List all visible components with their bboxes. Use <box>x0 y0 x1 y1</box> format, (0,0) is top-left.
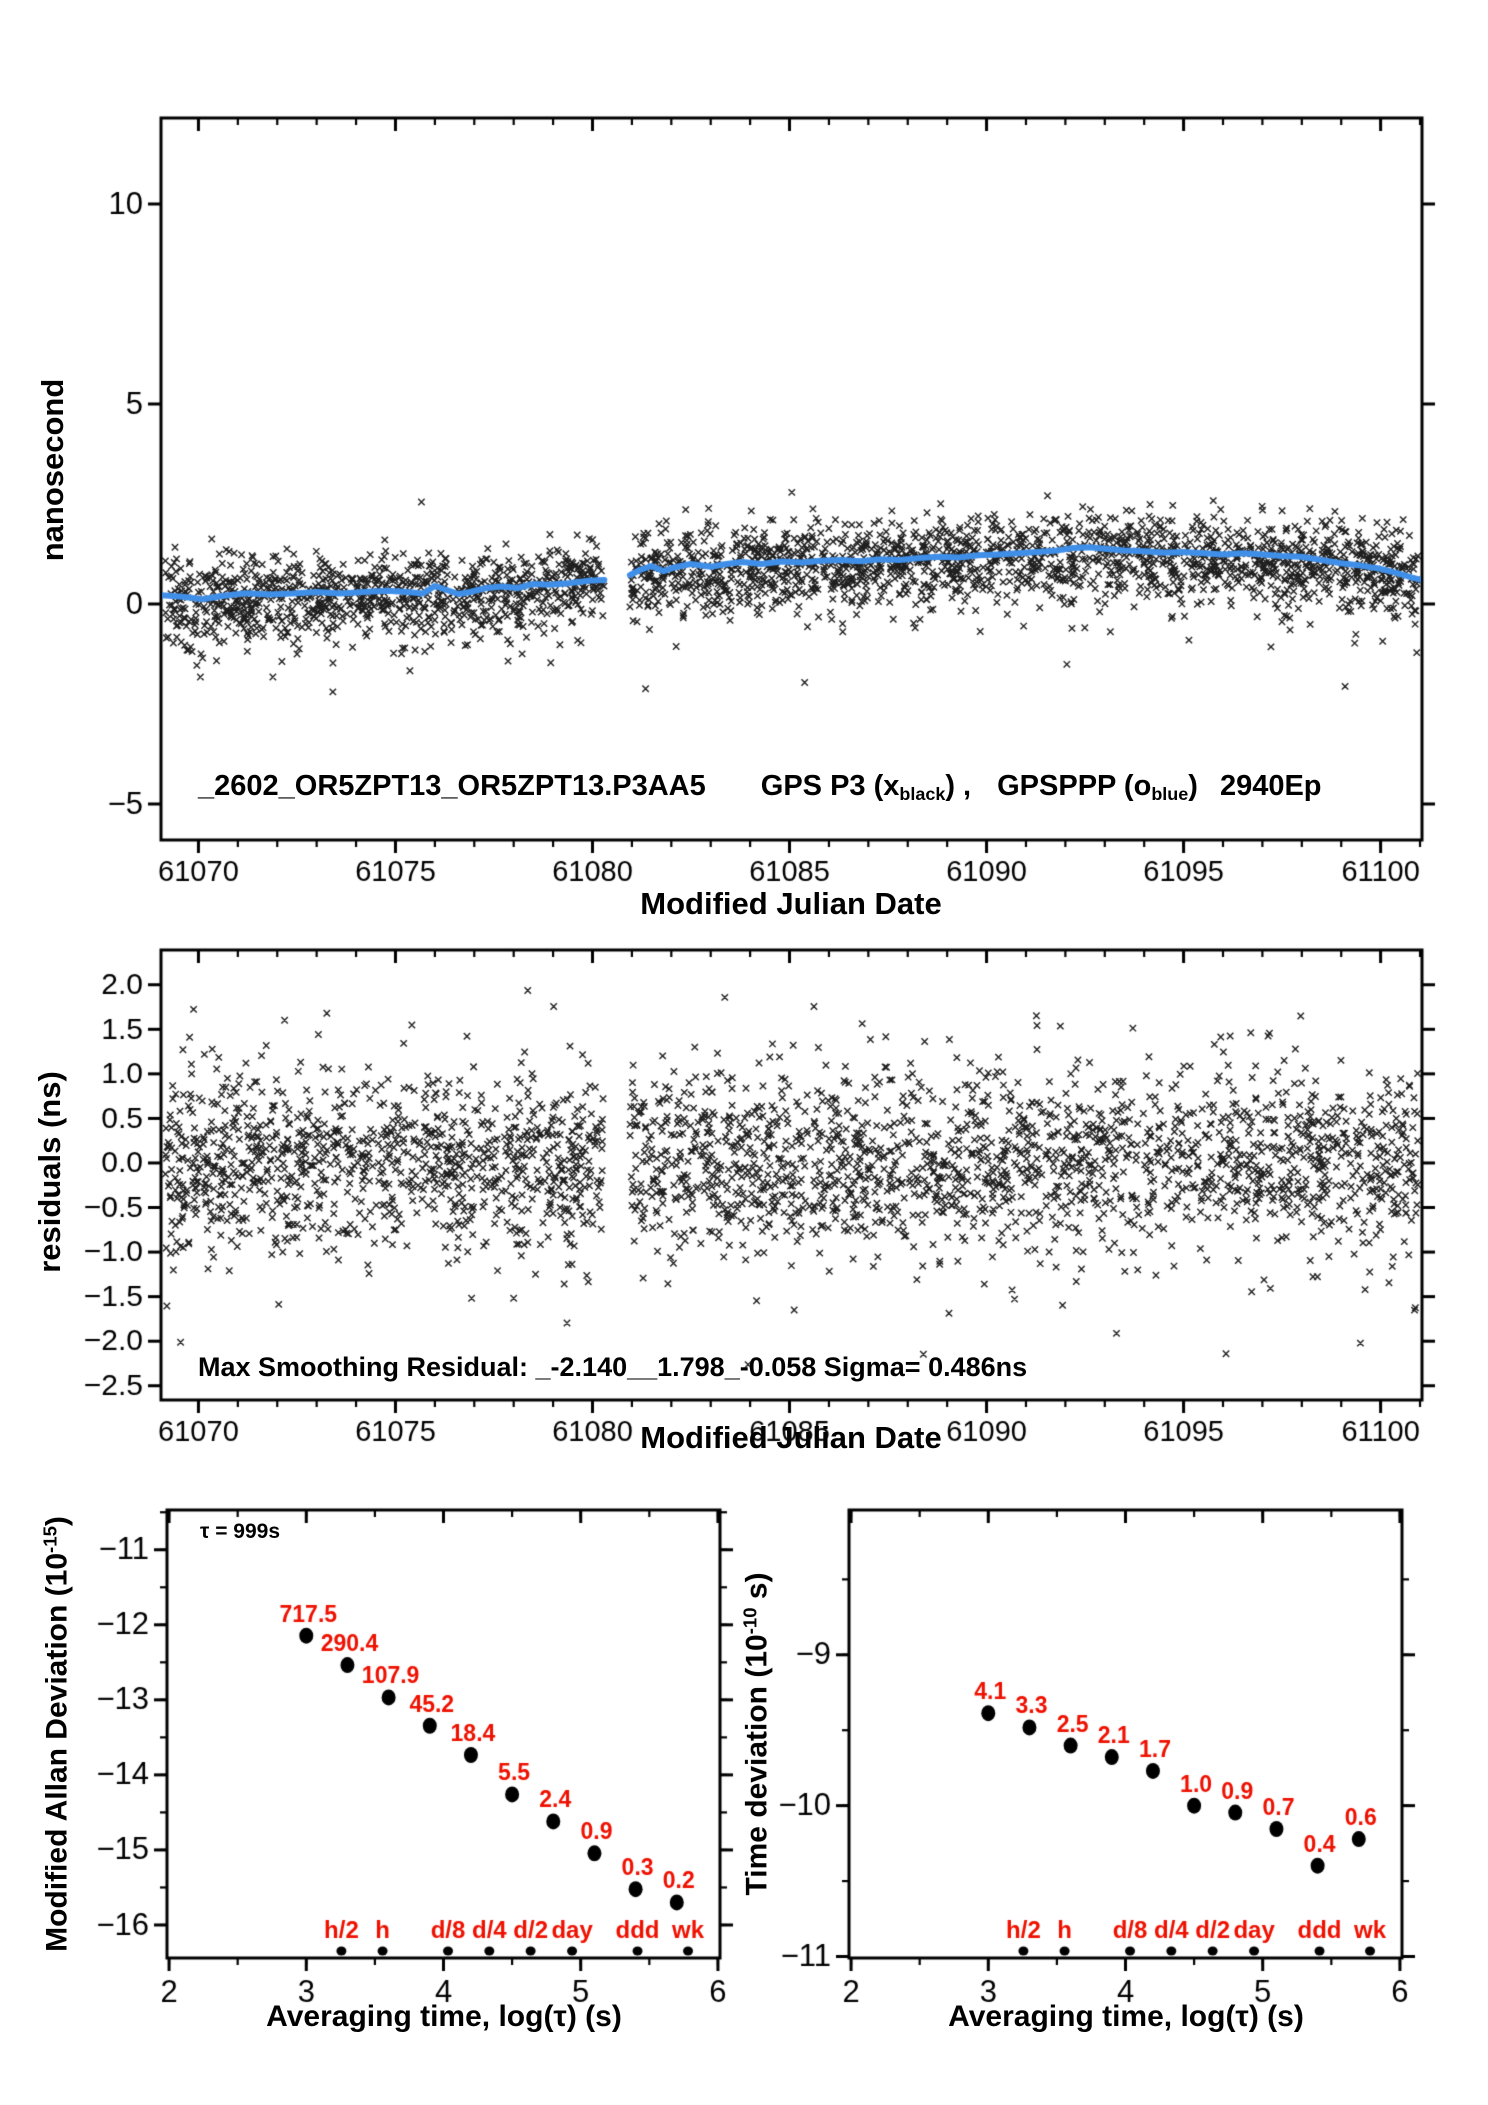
tdev-y-axis-title <box>739 1572 774 1895</box>
top-y-axis-title: nanosecond <box>35 378 70 562</box>
tau-annotation: τ = 999s <box>200 1520 281 1543</box>
tdev-x-axis-title: Averaging time, log(τ) (s) <box>948 2000 1304 2033</box>
mdev-y-title-close: ) <box>40 1516 74 1527</box>
legend-series1-subscript: black <box>899 784 946 805</box>
top-x-axis-title: Modified Julian Date <box>640 886 942 921</box>
middle-x-axis-title: Modified Julian Date <box>640 1420 942 1455</box>
tdev-y-title-close: s) <box>740 1572 774 1608</box>
epoch-count: 2940Ep <box>1219 770 1322 802</box>
legend-series1-post: ) , <box>945 770 972 802</box>
mdev-y-title-exponent: -15 <box>39 1526 61 1553</box>
mdev-x-axis-title: Averaging time, log(τ) (s) <box>266 2000 622 2033</box>
max-smoothing-residual-annotation: Max Smoothing Residual: _-2.140__1.798_-0.058 Sigma= 0.486ns <box>198 1352 1028 1382</box>
tdev-y-title-exponent: -10 <box>739 1607 761 1635</box>
mdev-y-axis-title <box>39 1516 74 1952</box>
top-panel-annotation <box>198 770 1322 805</box>
mdev-y-title-text: Modified Allan Deviation (10 <box>40 1552 74 1952</box>
legend-series1-pre: GPS P3 (x <box>760 770 900 802</box>
tdev-y-title-text: Time deviation (10 <box>740 1634 774 1896</box>
legend-series2-subscript: blue <box>1151 784 1189 805</box>
middle-y-axis-title: residuals (ns) <box>32 1071 67 1273</box>
legend-series2-pre: GPSPPP (o <box>997 770 1152 802</box>
comparison-title: _2602_OR5ZPT13_OR5ZPT13.P3AA5 <box>198 770 706 802</box>
legend-series2-post: ) <box>1188 770 1198 802</box>
